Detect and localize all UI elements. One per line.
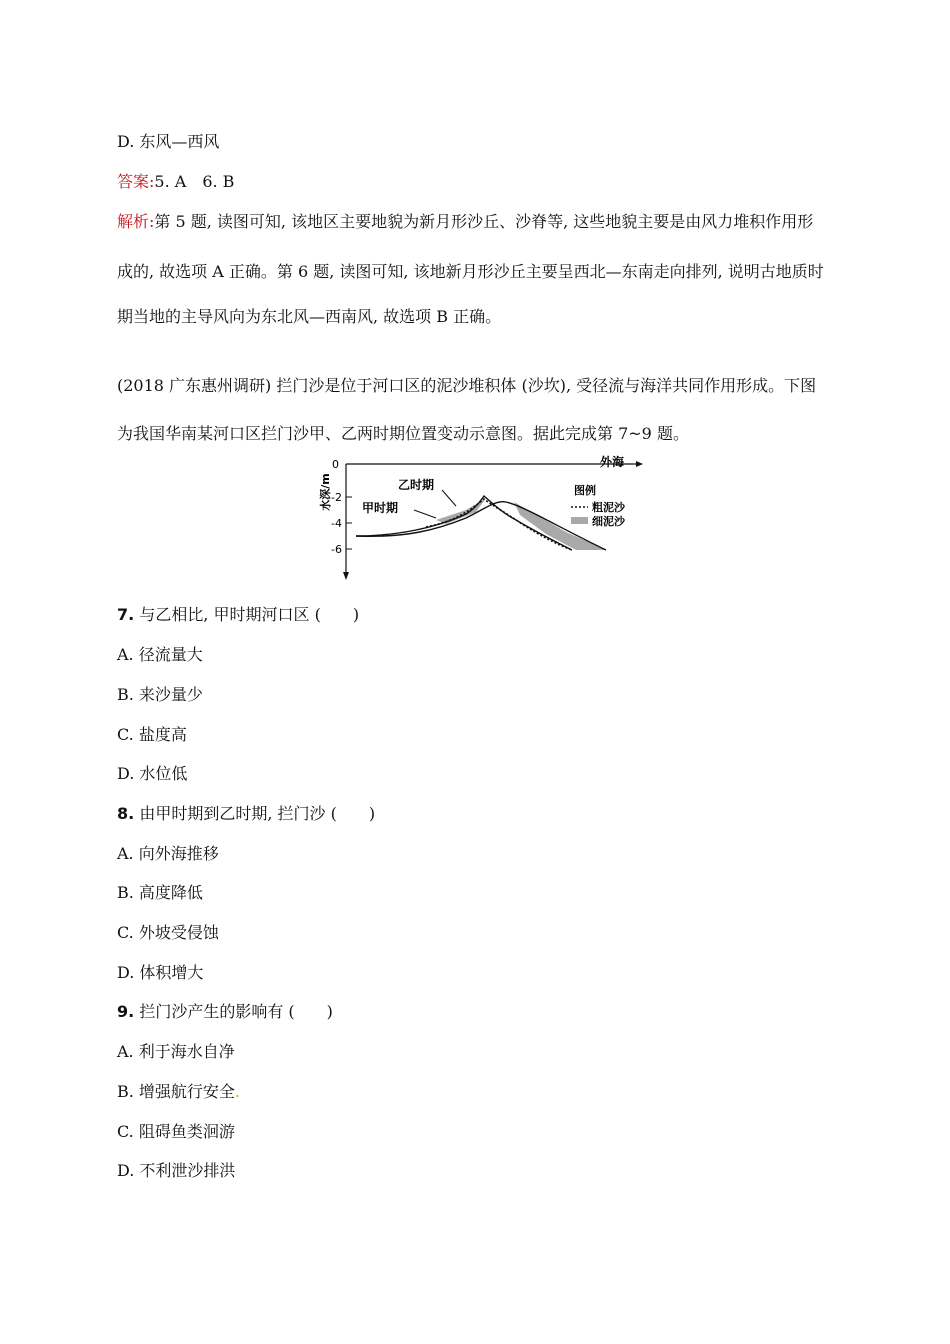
pointer-jia xyxy=(414,510,436,518)
pointer-yi xyxy=(442,490,456,506)
question-number: 9. xyxy=(117,1002,135,1021)
question-stem-text: 与乙相比, 甲时期河口区 ( ) xyxy=(139,605,360,624)
answer-line xyxy=(117,172,234,192)
q8-option-c: C. 外坡受侵蚀 xyxy=(117,923,219,942)
y-tick-label: -6 xyxy=(331,543,342,556)
sandbar-diagram xyxy=(316,452,646,582)
y-tick-label: -2 xyxy=(331,491,342,504)
q8-option-a: A. 向外海推移 xyxy=(117,844,219,863)
question-number: 7. xyxy=(117,605,135,624)
prev-option-d: D. 东风—西风 xyxy=(117,132,220,151)
option-text: B. 增强航行安全 xyxy=(117,1082,235,1101)
question-9-stem xyxy=(117,1002,333,1022)
answer-value: 5. A 6. B xyxy=(154,172,235,191)
q8-option-d: D. 体积增大 xyxy=(117,963,204,982)
intro-line-2: 为我国华南某河口区拦门沙甲、乙两时期位置变动示意图。据此完成第 7~9 题。 xyxy=(117,424,689,443)
analysis-line-3: 期当地的主导风向为东北风—西南风, 故选项 B 正确。 xyxy=(117,307,502,326)
question-stem-text: 由甲时期到乙时期, 拦门沙 ( ) xyxy=(139,804,376,823)
x-axis-arrow xyxy=(636,461,643,467)
q7-option-d: D. 水位低 xyxy=(117,764,188,783)
q9-option-a: A. 利于海水自净 xyxy=(117,1042,235,1061)
intro-line-1: (2018 广东惠州调研) 拦门沙是位于河口区的泥沙堆积体 (沙坎), 受径流与海洋共同作用形成。下图 xyxy=(117,376,817,395)
q7-option-a: A. 径流量大 xyxy=(117,645,203,664)
q9-option-d: D. 不利泄沙排洪 xyxy=(117,1161,236,1180)
q7-option-b: B. 来沙量少 xyxy=(117,685,203,704)
label-jia-period: 甲时期 xyxy=(362,501,399,515)
q8-option-b: B. 高度降低 xyxy=(117,883,203,902)
answer-label: 答案: xyxy=(117,172,155,191)
q9-option-b xyxy=(117,1082,240,1102)
question-stem-text: 拦门沙产生的影响有 ( ) xyxy=(139,1002,333,1021)
analysis-line-1 xyxy=(117,212,813,232)
question-7-stem xyxy=(117,605,359,625)
x-axis-label: 外海 xyxy=(600,455,625,469)
y-axis-arrow xyxy=(343,572,349,580)
legend-fine-label: 细泥沙 xyxy=(592,515,625,528)
analysis-text-1: 第 5 题, 读图可知, 该地区主要地貌为新月形沙丘、沙脊等, 这些地貌主要是由风力堆积作用形 xyxy=(154,212,814,231)
question-8-stem xyxy=(117,804,375,824)
y-axis-label: 水深/m xyxy=(319,473,332,511)
legend-coarse-label: 粗泥沙 xyxy=(592,501,625,514)
legend-title: 图例 xyxy=(574,484,596,497)
legend-fine-swatch xyxy=(571,517,588,524)
q7-option-c: C. 盐度高 xyxy=(117,725,187,744)
y-tick-label: 0 xyxy=(332,458,339,471)
analysis-label: 解析: xyxy=(117,212,155,231)
analysis-line-2: 成的, 故选项 A 正确。第 6 题, 读图可知, 该地新月形沙丘主要呈西北—东南走向排列, 说明古地质时 xyxy=(117,262,824,281)
question-number: 8. xyxy=(117,804,135,823)
y-tick-label: -4 xyxy=(331,517,342,530)
stray-mark: . xyxy=(234,1082,241,1101)
label-yi-period: 乙时期 xyxy=(398,478,435,492)
q9-option-c: C. 阻碍鱼类洄游 xyxy=(117,1122,235,1141)
